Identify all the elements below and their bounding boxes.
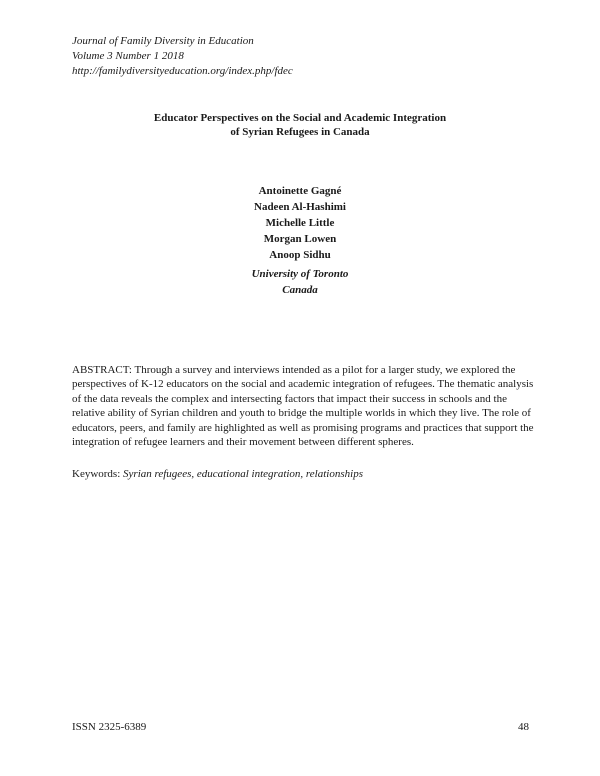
abstract [72,363,534,449]
affiliation-country: Canada [282,284,318,296]
page-number: 48 [518,721,529,733]
keywords-label: Keywords: [72,468,121,480]
author-list [0,183,600,263]
keywords-values: Syrian refugees, educational integration, relationships [123,468,363,480]
journal-header [72,34,293,79]
paper-title [0,111,600,139]
author-name: Anoop Sidhu [269,249,331,261]
author-name: Antoinette Gagné [258,185,342,197]
issn: ISSN 2325-6389 [72,721,147,733]
paper-title-line-1: Educator Perspectives on the Social and Academic Integration [153,112,447,124]
abstract-text: Through a survey and interviews intended as a pilot for a larger study, we explored the perspectives of K-12 educators on the social and academic integration of refugees. The thematic analysis of the data reveals the complex and intersecting factors that impact their success in schools and the relative ability of Syrian children and youth to bridge the multiple worlds in which they live. The role of educators, peers, and family are highlighted as well as promising programs and practices that support the integration of refugee learners and their movement between different spheres. [72,364,534,449]
author-name: Michelle Little [265,217,335,229]
affiliation-institution: University of Toronto [251,268,349,280]
journal-url: http://familydiversityeducation.org/index.php/fdec [72,65,293,77]
keywords [72,467,534,481]
paper-title-line-2: of Syrian Refugees in Canada [230,126,370,138]
journal-name: Journal of Family Diversity in Education [72,35,254,47]
author-name: Nadeen Al-Hashimi [254,201,346,213]
abstract-label: ABSTRACT: [72,364,132,376]
journal-volume: Volume 3 Number 1 2018 [72,50,184,62]
author-name: Morgan Lowen [263,233,337,245]
affiliation [0,266,600,298]
